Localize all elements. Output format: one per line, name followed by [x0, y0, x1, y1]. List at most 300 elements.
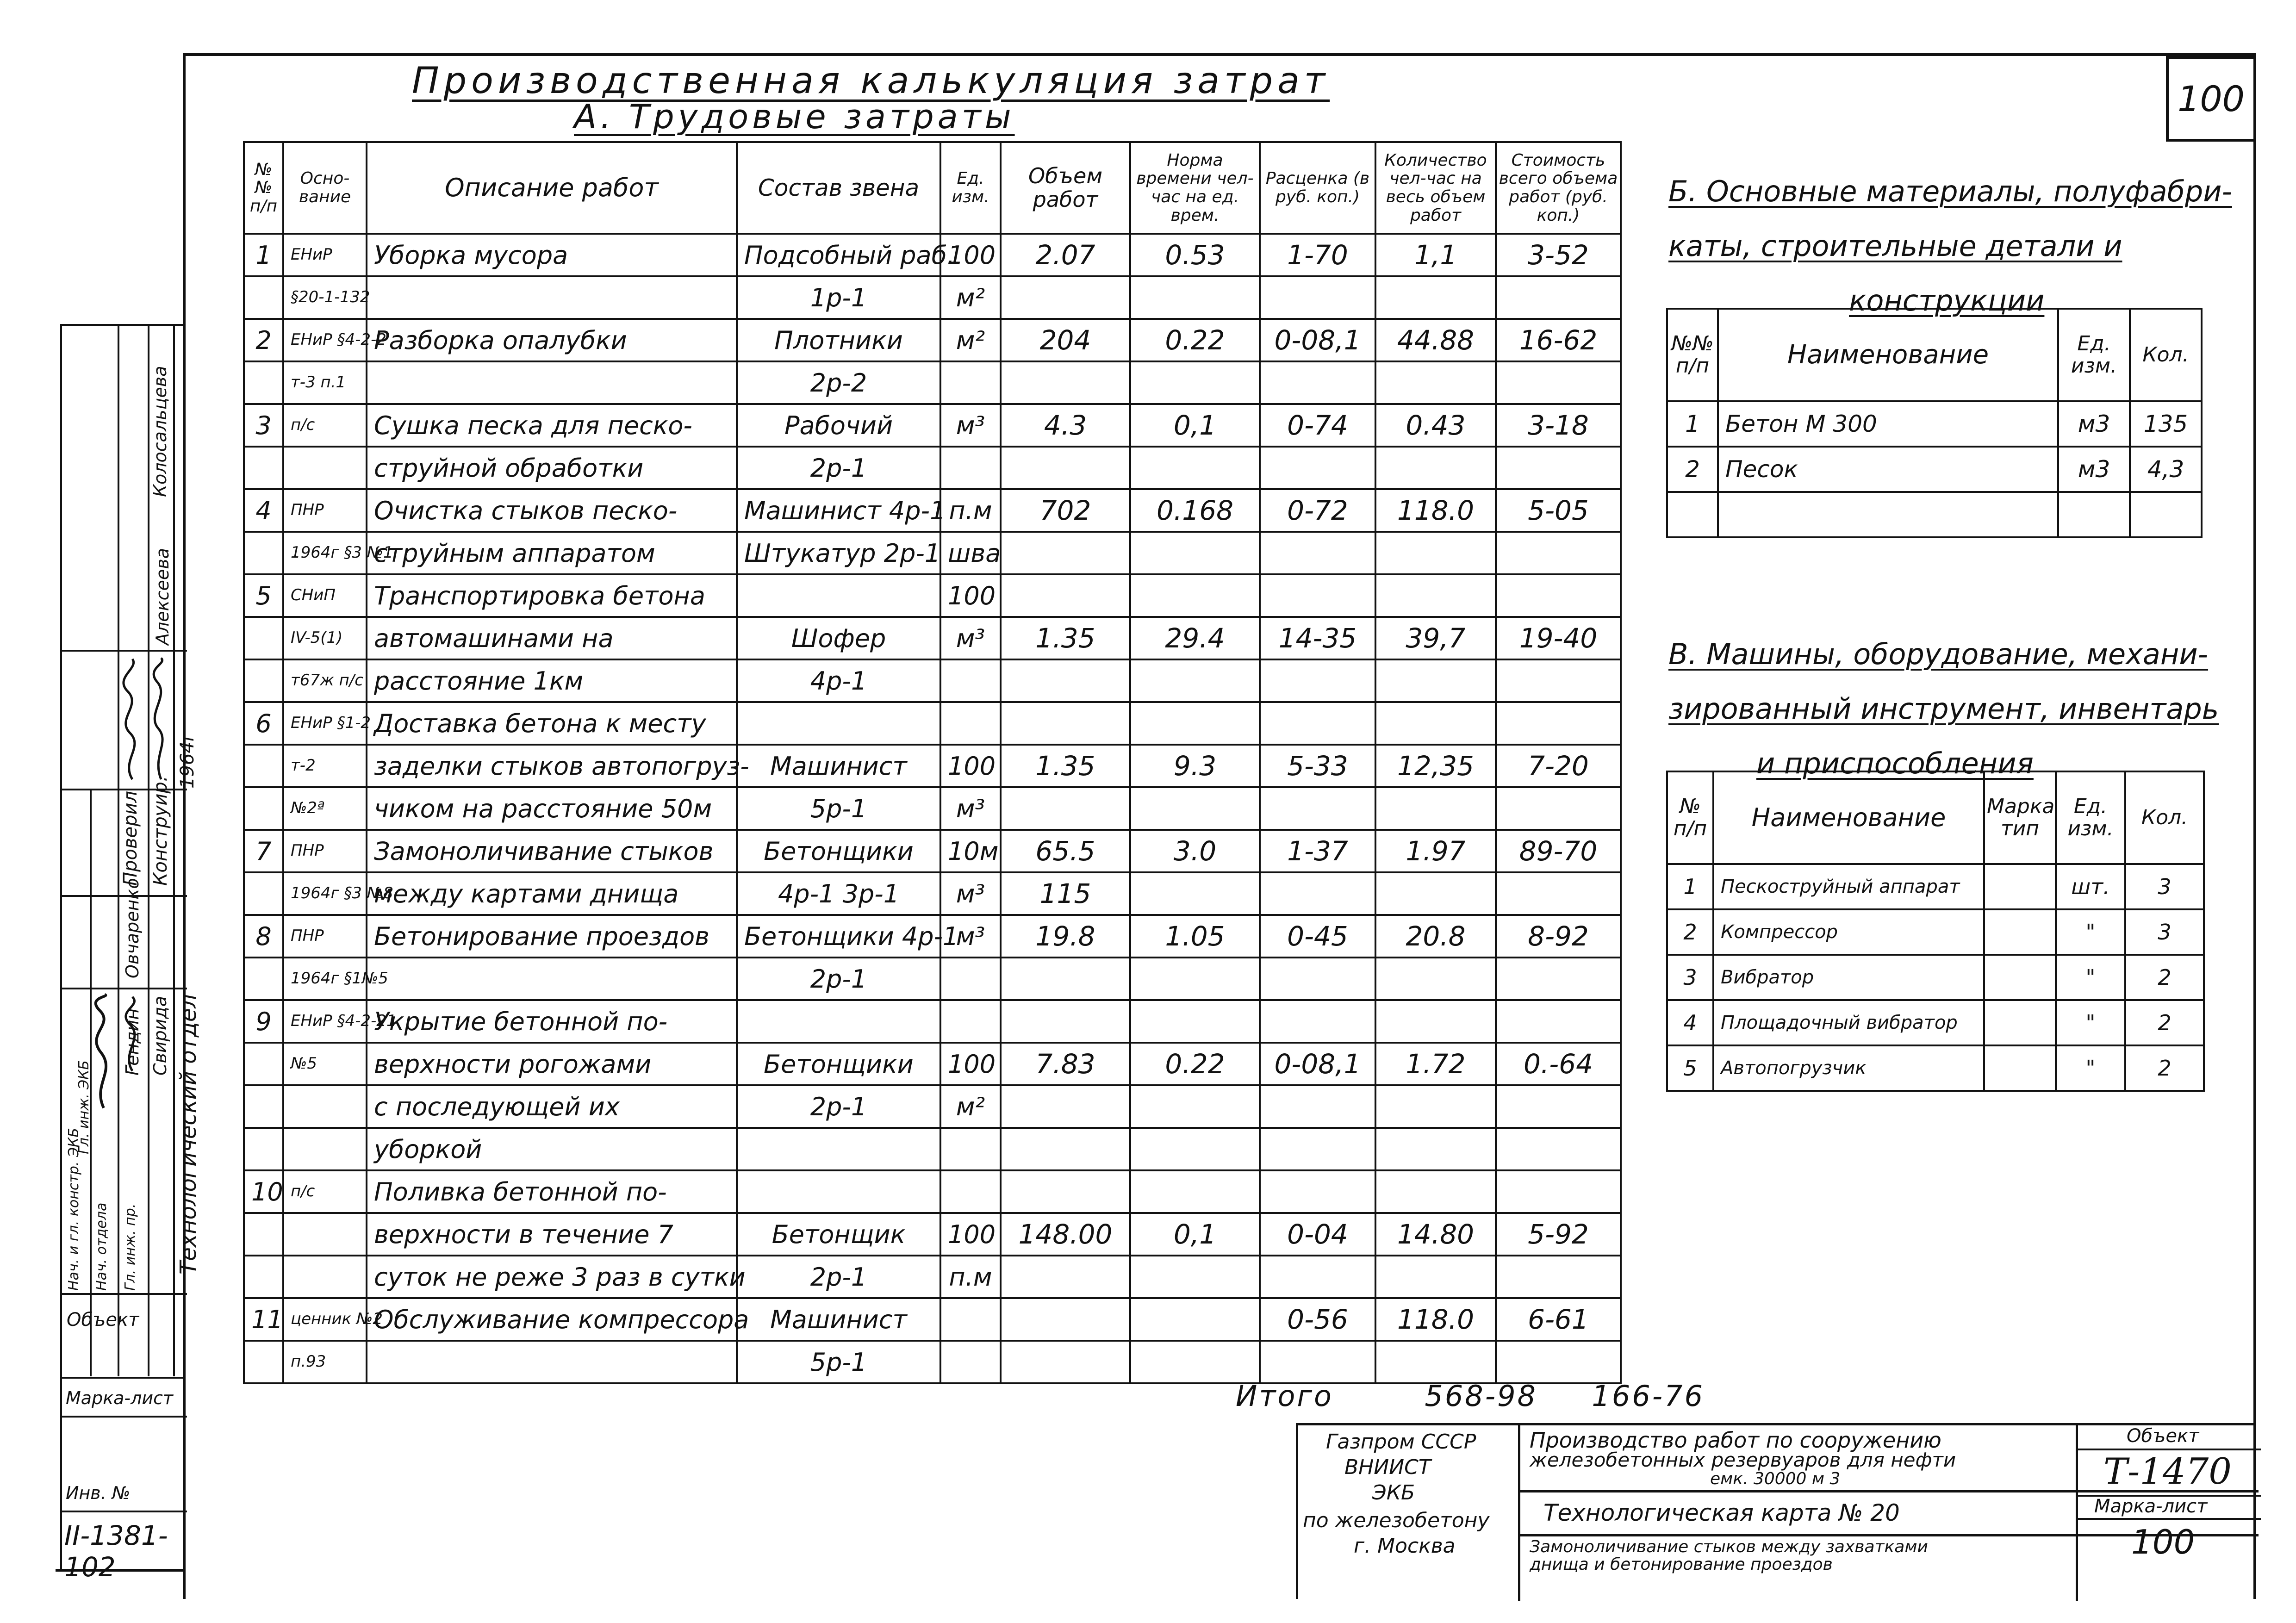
cell-unit: п.м — [940, 1256, 1001, 1298]
cell-num — [244, 1085, 283, 1128]
cell-cost — [1496, 361, 1621, 404]
cell-volume — [1001, 1170, 1130, 1213]
machines-row — [1667, 955, 2204, 1000]
machines-cell-type — [1984, 909, 2056, 955]
cell-crew — [737, 702, 940, 745]
cell-description: Обслуживание компрессора — [367, 1298, 737, 1341]
cell-cost — [1496, 787, 1621, 830]
stamp-card-desc-line2: днища и бетонирование проездов — [1530, 1555, 1833, 1574]
cell-unit — [940, 1000, 1001, 1043]
section-b-title-line2: каты, строительные детали и — [1668, 229, 2122, 263]
table-row — [244, 1085, 1621, 1128]
machines-cell-qty: 3 — [2125, 864, 2204, 909]
cell-description: Укрытие бетонной по- — [367, 1000, 737, 1043]
cell-hours — [1375, 361, 1496, 404]
cell-basis: п/с — [283, 1170, 367, 1213]
side-role-1: Нач. и гл. констр. ЭКБ — [66, 1128, 82, 1291]
cell-basis — [283, 1213, 367, 1256]
table-row — [244, 1170, 1621, 1213]
cell-crew: 2р-2 — [737, 361, 940, 404]
col-header-crew: Состав звена — [737, 142, 940, 234]
side-row-5 — [62, 1293, 187, 1295]
side-stamp — [60, 324, 201, 1377]
cell-cost — [1496, 447, 1621, 489]
cell-crew: Машинист — [737, 1298, 940, 1341]
side-role-3: Нач. отдела — [93, 1202, 110, 1291]
cell-unit — [940, 447, 1001, 489]
table-row — [244, 1000, 1621, 1043]
section-b-title-line3: конструкции — [1849, 284, 2045, 317]
cell-crew: Подсобный раб. — [737, 234, 940, 276]
machines-cell-num: 3 — [1667, 955, 1713, 1000]
signature-2 — [149, 654, 173, 784]
side-inv-value: II-1381-102 — [64, 1520, 168, 1583]
cell-num: 6 — [244, 702, 283, 745]
section-b-title — [1668, 164, 2232, 328]
table-row — [244, 404, 1621, 447]
table-row — [244, 489, 1621, 532]
table-row — [244, 234, 1621, 276]
cell-rate — [1260, 447, 1375, 489]
table-row — [244, 1128, 1621, 1170]
cell-basis: 1964г §3 №1 — [283, 532, 367, 574]
materials-cell-qty: 4,3 — [2130, 447, 2202, 492]
cell-unit — [940, 1128, 1001, 1170]
cell-basis — [283, 1256, 367, 1298]
side-bottom-block — [60, 1377, 185, 1583]
cell-rate: 0-72 — [1260, 489, 1375, 532]
cell-description: уборкой — [367, 1128, 737, 1170]
cell-basis: СНиП — [283, 574, 367, 617]
cell-description: струйной обработки — [367, 447, 737, 489]
materials-cell-unit — [2058, 492, 2130, 537]
machines-cell-type — [1984, 1045, 2056, 1091]
table-row — [244, 659, 1621, 702]
cell-volume — [1001, 276, 1130, 319]
cell-volume: 65.5 — [1001, 830, 1130, 872]
materials-cell-qty: 135 — [2130, 401, 2202, 447]
machines-cell-type — [1984, 1000, 2056, 1045]
cell-cost: 16-62 — [1496, 319, 1621, 361]
cell-hours — [1375, 872, 1496, 915]
cell-hours — [1375, 958, 1496, 1000]
cell-num: 11 — [244, 1298, 283, 1341]
cell-description — [367, 361, 737, 404]
cell-rate — [1260, 958, 1375, 1000]
cell-rate — [1260, 1000, 1375, 1043]
cell-norm-time — [1130, 1000, 1260, 1043]
cell-unit: м³ — [940, 872, 1001, 915]
stamp-project-line2: железобетонных резервуаров для нефти — [1530, 1449, 1956, 1471]
cell-basis: ценник №2 — [283, 1298, 367, 1341]
materials-table — [1666, 308, 2203, 538]
cell-num — [244, 1043, 283, 1085]
cell-description: Сушка песка для песко- — [367, 404, 737, 447]
col-header-cost: Стоимость всего объема работ (руб. коп.) — [1496, 142, 1621, 234]
cell-volume — [1001, 1341, 1130, 1383]
cell-unit — [940, 361, 1001, 404]
cell-rate — [1260, 787, 1375, 830]
title-block — [1296, 1423, 2256, 1599]
cell-basis: IV-5(1) — [283, 617, 367, 659]
cell-crew: 5р-1 — [737, 787, 940, 830]
machines-row — [1667, 1000, 2204, 1045]
col-header-volume: Объем работ — [1001, 142, 1130, 234]
cell-norm-time — [1130, 447, 1260, 489]
col-header-unit: Ед. изм. — [940, 142, 1001, 234]
cell-rate: 1-37 — [1260, 830, 1375, 872]
machines-cell-num: 1 — [1667, 864, 1713, 909]
section-v-title-line3: и приспособления — [1756, 746, 2034, 780]
cell-description: Транспортировка бетона — [367, 574, 737, 617]
cell-basis: п.93 — [283, 1341, 367, 1383]
cell-crew — [737, 574, 940, 617]
machines-row — [1667, 1045, 2204, 1091]
cell-volume: 1.35 — [1001, 745, 1130, 787]
cell-norm-time: 29.4 — [1130, 617, 1260, 659]
machines-cell-type — [1984, 864, 2056, 909]
cell-description: чиком на расстояние 50м — [367, 787, 737, 830]
cell-description: автомашинами на — [367, 617, 737, 659]
cell-hours: 20.8 — [1375, 915, 1496, 958]
cell-rate: 0-74 — [1260, 404, 1375, 447]
cell-cost: 6-61 — [1496, 1298, 1621, 1341]
table-row — [244, 830, 1621, 872]
cell-crew: Бетонщики — [737, 830, 940, 872]
side-bottom-row-2 — [62, 1511, 187, 1512]
cell-norm-time: 0,1 — [1130, 404, 1260, 447]
cell-description: заделки стыков автопогруз- — [367, 745, 737, 787]
cell-norm-time — [1130, 1256, 1260, 1298]
cell-crew: 1р-1 — [737, 276, 940, 319]
cell-cost — [1496, 1085, 1621, 1128]
cell-cost: 19-40 — [1496, 617, 1621, 659]
cell-description: Бетонирование проездов — [367, 915, 737, 958]
cell-cost — [1496, 872, 1621, 915]
cell-unit: м³ — [940, 915, 1001, 958]
cell-description: между картами днища — [367, 872, 737, 915]
table-row — [244, 1341, 1621, 1383]
materials-row — [1667, 492, 2202, 537]
cell-unit — [940, 1170, 1001, 1213]
cell-description: Доставка бетона к месту — [367, 702, 737, 745]
cell-volume: 1.35 — [1001, 617, 1130, 659]
cell-hours — [1375, 1128, 1496, 1170]
cell-description: Уборка мусора — [367, 234, 737, 276]
cell-description: расстояние 1км — [367, 659, 737, 702]
cell-norm-time — [1130, 361, 1260, 404]
cell-hours — [1375, 1341, 1496, 1383]
cell-num — [244, 447, 283, 489]
cell-rate: 0-45 — [1260, 915, 1375, 958]
col-header-rate: Расценка (в руб. коп.) — [1260, 142, 1375, 234]
cell-crew: 4р-1 — [737, 659, 940, 702]
side-role-4: Гл. инж. пр. — [122, 1203, 138, 1291]
table-row — [244, 532, 1621, 574]
section-v-title-line2: зированный инструмент, инвентарь — [1668, 692, 2219, 726]
section-v-title-line1: В. Машины, оборудование, механи- — [1668, 637, 2209, 671]
cell-description: суток не реже 3 раз в сутки — [367, 1256, 737, 1298]
machines-cell-unit: шт. — [2056, 864, 2125, 909]
cell-num: 3 — [244, 404, 283, 447]
cell-norm-time — [1130, 1341, 1260, 1383]
cell-num — [244, 617, 283, 659]
table-row — [244, 872, 1621, 915]
side-row-4 — [62, 988, 187, 989]
machines-cell-name: Вибратор — [1713, 955, 1984, 1000]
cell-num — [244, 1128, 283, 1170]
cell-basis: №2ª — [283, 787, 367, 830]
total-cost: 166-76 — [1592, 1379, 1705, 1413]
cell-hours: 44.88 — [1375, 319, 1496, 361]
stamp-object-value: Т-1470 — [2103, 1451, 2232, 1492]
machines-cell-name: Площадочный вибратор — [1713, 1000, 1984, 1045]
cell-cost — [1496, 1341, 1621, 1383]
cell-crew: 2р-1 — [737, 447, 940, 489]
table-row — [244, 276, 1621, 319]
cell-hours — [1375, 532, 1496, 574]
cell-rate — [1260, 361, 1375, 404]
total-hours: 568-98 — [1425, 1379, 1537, 1413]
cell-cost: 0.-64 — [1496, 1043, 1621, 1085]
cell-crew: 2р-1 — [737, 958, 940, 1000]
cell-cost: 8-92 — [1496, 915, 1621, 958]
machines-cell-num: 5 — [1667, 1045, 1713, 1091]
cell-crew: Машинист — [737, 745, 940, 787]
table-row — [244, 1213, 1621, 1256]
machines-row — [1667, 909, 2204, 955]
side-object-label: Объект — [67, 1309, 139, 1331]
cell-crew: Рабочий — [737, 404, 940, 447]
side-role-2: Гл. инж. ЭКБ — [76, 1060, 92, 1154]
stamp-card-desc-line1: Замоноличивание стыков между захватками — [1530, 1537, 1928, 1556]
table-row — [244, 1256, 1621, 1298]
cell-norm-time — [1130, 702, 1260, 745]
cell-hours: 39,7 — [1375, 617, 1496, 659]
page-subtitle: А. Трудовые затраты — [574, 97, 1015, 136]
cell-hours: 1,1 — [1375, 234, 1496, 276]
materials-row — [1667, 447, 2202, 492]
table-row — [244, 787, 1621, 830]
cell-basis: т-2 — [283, 745, 367, 787]
cell-rate: 0-56 — [1260, 1298, 1375, 1341]
cell-hours — [1375, 787, 1496, 830]
total-row — [1236, 1379, 1705, 1413]
col-header-norm-time: Норма времени чел-час на ед. врем. — [1130, 142, 1260, 234]
title-block-hline-5 — [2076, 1518, 2261, 1520]
machines-cell-unit: " — [2056, 1000, 2125, 1045]
cell-volume — [1001, 958, 1130, 1000]
labor-cost-table — [243, 141, 1622, 1384]
machines-cell-name: Автопогрузчик — [1713, 1045, 1984, 1091]
materials-header-row — [1667, 309, 2202, 401]
cell-rate — [1260, 1170, 1375, 1213]
cell-hours — [1375, 1170, 1496, 1213]
materials-cell-num — [1667, 492, 1718, 537]
cell-volume: 19.8 — [1001, 915, 1130, 958]
machines-row — [1667, 864, 2204, 909]
machines-cell-num: 4 — [1667, 1000, 1713, 1045]
machines-cell-unit: " — [2056, 909, 2125, 955]
materials-col-num: №№ п/п — [1667, 309, 1718, 401]
section-v-title — [1668, 627, 2219, 791]
cell-norm-time: 0.168 — [1130, 489, 1260, 532]
page-title: Производственная калькуляция затрат — [412, 60, 1330, 102]
machines-cell-name: Пескоструйный аппарат — [1713, 864, 1984, 909]
stamp-mark-label: Марка-лист — [2094, 1496, 2208, 1517]
cell-cost — [1496, 1000, 1621, 1043]
cell-rate — [1260, 532, 1375, 574]
cell-num — [244, 745, 283, 787]
machines-col-num: № п/п — [1667, 771, 1713, 864]
cell-num: 4 — [244, 489, 283, 532]
stamp-org-line2: ВНИИСТ — [1344, 1455, 1431, 1479]
cell-rate — [1260, 702, 1375, 745]
cell-rate — [1260, 872, 1375, 915]
materials-row — [1667, 401, 2202, 447]
cell-hours: 12,35 — [1375, 745, 1496, 787]
cell-volume — [1001, 361, 1130, 404]
cell-rate — [1260, 1128, 1375, 1170]
cell-num: 1 — [244, 234, 283, 276]
cell-unit — [940, 1298, 1001, 1341]
cell-volume: 7.83 — [1001, 1043, 1130, 1085]
cell-unit: м³ — [940, 787, 1001, 830]
cell-num — [244, 532, 283, 574]
cell-hours: 1.97 — [1375, 830, 1496, 872]
cell-basis: ПНР — [283, 830, 367, 872]
side-name-3: Свирида — [150, 995, 170, 1076]
cell-norm-time: 3.0 — [1130, 830, 1260, 872]
materials-cell-name — [1718, 492, 2058, 537]
cell-cost: 3-18 — [1496, 404, 1621, 447]
cell-cost: 5-92 — [1496, 1213, 1621, 1256]
machines-cell-qty: 2 — [2125, 1000, 2204, 1045]
cell-num: 5 — [244, 574, 283, 617]
cell-volume — [1001, 787, 1130, 830]
cell-num: 8 — [244, 915, 283, 958]
cell-crew: Плотники — [737, 319, 940, 361]
cell-crew: 4р-1 3р-1 — [737, 872, 940, 915]
cell-rate: 0-08,1 — [1260, 319, 1375, 361]
cell-cost — [1496, 659, 1621, 702]
cell-crew — [737, 1128, 940, 1170]
cell-cost: 5-05 — [1496, 489, 1621, 532]
cell-unit: шва — [940, 532, 1001, 574]
col-header-basis: Осно-вание — [283, 142, 367, 234]
cell-norm-time: 1.05 — [1130, 915, 1260, 958]
cell-num — [244, 1256, 283, 1298]
materials-cell-num: 2 — [1667, 447, 1718, 492]
cell-basis: ПНР — [283, 915, 367, 958]
cell-unit: п.м — [940, 489, 1001, 532]
cell-basis: ЕНиР — [283, 234, 367, 276]
table-row — [244, 745, 1621, 787]
cell-description — [367, 276, 737, 319]
cell-unit: 100 — [940, 745, 1001, 787]
cell-volume: 204 — [1001, 319, 1130, 361]
table-row — [244, 702, 1621, 745]
cell-norm-time: 9.3 — [1130, 745, 1260, 787]
cell-basis: т-3 п.1 — [283, 361, 367, 404]
cell-num: 10 — [244, 1170, 283, 1213]
cell-cost: 89-70 — [1496, 830, 1621, 872]
cell-description: Очистка стыков песко- — [367, 489, 737, 532]
machines-header-row — [1667, 771, 2204, 864]
cell-volume — [1001, 659, 1130, 702]
cell-hours — [1375, 702, 1496, 745]
materials-col-name: Наименование — [1718, 309, 2058, 401]
cell-volume — [1001, 1298, 1130, 1341]
cell-cost — [1496, 1128, 1621, 1170]
cell-crew: Бетонщики 4р-1 — [737, 915, 940, 958]
cell-unit: 10м — [940, 830, 1001, 872]
cell-description: верхности рогожами — [367, 1043, 737, 1085]
cell-description: с последующей их — [367, 1085, 737, 1128]
table-row — [244, 915, 1621, 958]
side-name-5: Алексеева — [152, 548, 173, 645]
stamp-org-line5: г. Москва — [1354, 1534, 1456, 1558]
table-row — [244, 1043, 1621, 1085]
title-block-divider-2 — [2076, 1425, 2078, 1601]
stamp-org-line4: по железобетону — [1303, 1509, 1490, 1532]
cell-volume — [1001, 702, 1130, 745]
cell-hours — [1375, 1256, 1496, 1298]
cell-cost — [1496, 702, 1621, 745]
side-year: 1964г — [177, 732, 198, 789]
side-name-4: Колосальцева — [150, 366, 170, 497]
cell-num — [244, 361, 283, 404]
title-block-divider-1 — [1518, 1425, 1520, 1601]
cell-hours: 118.0 — [1375, 489, 1496, 532]
cell-basis — [283, 1128, 367, 1170]
cell-norm-time — [1130, 1170, 1260, 1213]
cell-basis: 1964г §1№5 — [283, 958, 367, 1000]
cell-basis: ЕНиР §1-2 — [283, 702, 367, 745]
cell-cost — [1496, 1256, 1621, 1298]
side-name-1: Овчаренко — [122, 878, 143, 978]
table-row — [244, 447, 1621, 489]
cell-hours — [1375, 659, 1496, 702]
cell-norm-time — [1130, 1128, 1260, 1170]
cell-rate: 0-04 — [1260, 1213, 1375, 1256]
cell-unit: м² — [940, 276, 1001, 319]
materials-col-unit: Ед. изм. — [2058, 309, 2130, 401]
machines-col-unit: Ед. изм. — [2056, 771, 2125, 864]
cell-crew — [737, 1000, 940, 1043]
cell-norm-time — [1130, 532, 1260, 574]
cell-rate — [1260, 1341, 1375, 1383]
cell-volume — [1001, 1085, 1130, 1128]
materials-cell-qty — [2130, 492, 2202, 537]
materials-cell-num: 1 — [1667, 401, 1718, 447]
cell-volume — [1001, 532, 1130, 574]
cell-basis — [283, 447, 367, 489]
cell-norm-time — [1130, 574, 1260, 617]
stamp-object-label: Объект — [2127, 1425, 2199, 1447]
cell-cost — [1496, 574, 1621, 617]
cell-description: струйным аппаратом — [367, 532, 737, 574]
cell-num — [244, 787, 283, 830]
cell-volume — [1001, 1000, 1130, 1043]
stamp-org-line1: Газпром СССР — [1326, 1430, 1476, 1454]
cell-norm-time — [1130, 872, 1260, 915]
cell-rate — [1260, 574, 1375, 617]
side-checker-2: Конструир. — [150, 776, 171, 886]
machines-col-type: Марка тип — [1984, 771, 2056, 864]
col-header-description: Описание работ — [367, 142, 737, 234]
cell-hours — [1375, 276, 1496, 319]
